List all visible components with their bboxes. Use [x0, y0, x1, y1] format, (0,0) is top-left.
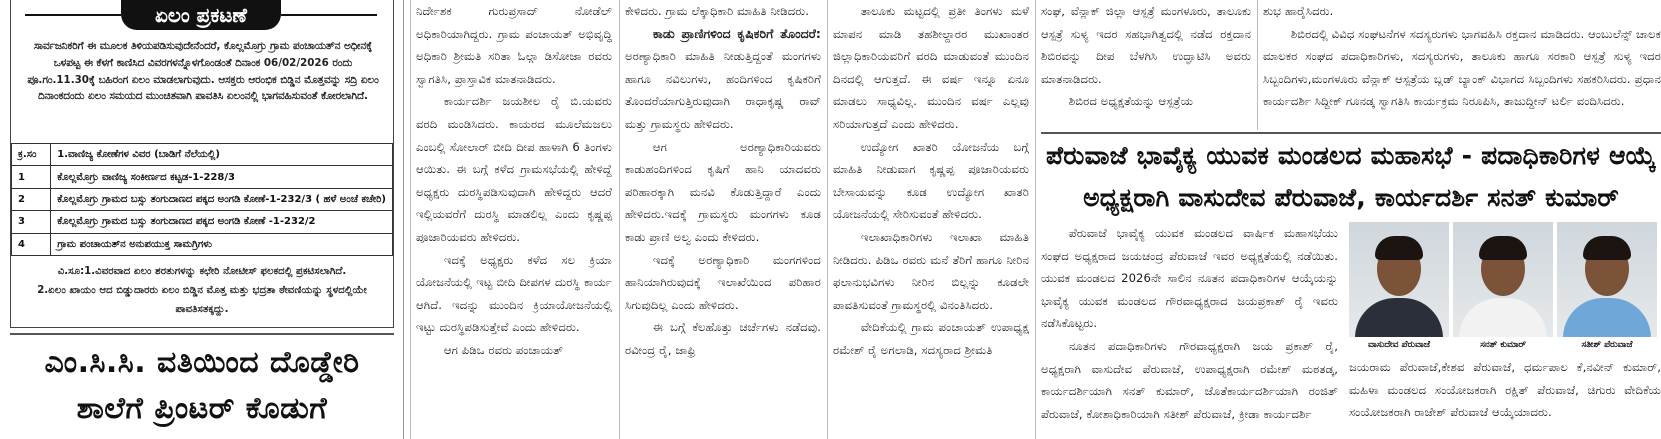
notice-item-cell: 1.ವಾಣಿಜ್ಯ ಕೋಣೆಗಳ ವಿವರ (ಬಾಡಿಗೆ ನೆಲೆಯಲ್ಲಿ) — [51, 144, 393, 166]
paragraph: ನೂತನ ಪದಾಧಿಕಾರಿಗಳು ಗೌರವಾಧ್ಯಕ್ಷರಾಗಿ ಜಯ ಪ್ರಕಾಶ್ ರೈ, ಅಧ್ಯಕ್ಷರಾಗಿ ವಾಸುದೇವ ಪೆರುವಾಜೆ, ಉಪಾಧ್ಯಕ್ಷರಾಗಿ ರಮೇಶ್ ಮಠತಡ್ಕ, ಕಾರ್ಯದರ್ಶಿಯಾಗಿ ಸನತ್ ಕುಮಾರ್, ಜೊತೆಕಾರ್ಯದರ್ಶಿಯಾಗಿ ರಂಜಿತ್ ಪೆರುವಾಜೆ, ಕೋಶಾಧಿಕಾರಿಯಾಗಿ ಸತೀಶ್ ಪೆರುವಾಜೆ, ಕ್ರೀಡಾ ಕಾರ್ಯದರ್ಶಿ — [1041, 338, 1338, 421]
auction-notice-box — [10, 0, 394, 328]
column-rule — [827, 0, 828, 439]
paragraph: ಕಾರ್ಯದರ್ಶಿ ಜಯಶೀಲ ರೈ ಬಿ.ಯವರು ವರದಿ ಮಂಡಿಸಿದರು. ಕಾಯರದ ಮೂಲೆಮಜಲು ಎಂಬಲ್ಲಿ ಸೋಲಾರ್ ಬೀದಿ ದೀಪ ಹಾಳಾಗಿ 6 ತಿಂಗಳು ಆಯಿತು. ಈ ಬಗ್ಗೆ ಕಳೆದ ಗ್ರಾಮಸಭೆಯಲ್ಲಿ ಹೇಳಿದ್ದೆ ಅಧ್ಯಕ್ಷರು ದುರಸ್ಥಿಪಡಿಸುವುದಾಗಿ ಹೇಳಿದ್ದರು ಆದರೆ ಇಲ್ಲಿಯವರೆಗೆ ದುರಸ್ಥಿ ಮಾಡಲಿಲ್ಲ ಎಂದು ಕೃಷ್ಣಪ್ಪ ಪೂಜಾರಿಯವರು ಹೇಳಿದರು. — [416, 94, 612, 244]
portrait-photo — [1557, 222, 1657, 337]
section-divider — [10, 333, 394, 335]
photo-caption: ವಾಸುದೇವ ಪೆರುವಾಜೆ — [1368, 340, 1430, 350]
notice-footer-note-2: 2.ಏಲಂ ಖಾಯಂ ಆದ ಬಿಡ್ಡುದಾರರು ಏಲಂ ಬಿಡ್ಡಿನ ಮೊತ್ತ ಮತ್ತು ಭದ್ರತಾ ಠೇವಣಿಯನ್ನು ಸ್ಥಳದಲ್ಲಿಯೇ ಪಾವತಿಸತಕ್ಕದ್ದು. — [37, 285, 367, 315]
blood-donation-column-1 — [1041, 0, 1251, 130]
blood-donation-column-2 — [1263, 0, 1661, 130]
paragraph: ಪೆರುವಾಜೆ ಭಾವೈಕ್ಯ ಯುವಕ ಮಂಡಲದ ವಾರ್ಷಿಕ ಮಹಾಸಭೆಯು ಸಂಘದ ಅಧ್ಯಕ್ಷರಾದ ಜಯಚಂದ್ರ ಪೆರುವಾಜೆ ಇವರ ಅಧ್ಯಕ್ಷತೆಯಲ್ಲಿ ನಡೆಯಿತು. ಯುವಕ ಮಂಡಲದ 2026ನೇ ಸಾಲಿನ ನೂತನ ಪದಾಧಿಕಾರಿಗಳ ಆಯ್ಕೆಯನ್ನು ಭಾವೈಕ್ಯ ಯುವಕ ಮಂಡಲದ ಗೌರವಾಧ್ಯಕ್ಷರಾದ ಜಯಪ್ರಕಾಶ್ ರೈ ಇವರು ನಡೆಸಿಕೊಟ್ಟರು. — [1041, 226, 1338, 331]
column-rule — [1035, 0, 1036, 439]
notice-item-cell: ಕೊಲ್ಲಮೊಗ್ರು ವಾಣಿಜ್ಯ ಸಂಕೀರ್ಣದ ಕಟ್ಟಡ-1-228/3 — [51, 166, 393, 188]
yuvaka-headline-line-1: ಪೆರುವಾಜೆ ಭಾವೈಕ್ಯ ಯುವಕ ಮಂಡಲದ ಮಹಾಸಭೆ - ಪದಾಧಿಕಾರಿಗಳ ಆಯ್ಕೆ — [1045, 141, 1657, 170]
notice-title: ಏಲಂ ಪ್ರಕಟಣೆ — [121, 0, 281, 30]
section-divider — [1041, 132, 1661, 134]
yuvaka-mandala-headline — [1041, 135, 1661, 219]
paragraph: ವೇದಿಕೆಯಲ್ಲಿ ಗ್ರಾಮ ಪಂಚಾಯತ್ ಉಪಾಧ್ಯಕ್ಷ ರಮೇಶ್ ರೈ ಅಗಲಾಡಿ, ಸದಸ್ಯರಾದ ಶ್ರೀಮತಿ — [833, 320, 1029, 357]
paragraph: ಈ ಬಗ್ಗೆ ಕೆಲಹೊತ್ತು ಚರ್ಚೆಗಳು ನಡೆದವು. ರವೀಂದ್ರ ರೈ, ಜಾಫ್ರಿ — [625, 320, 821, 357]
paragraph: ಶಿಬಿರದಲ್ಲಿ ವಿವಿಧ ಸಂಘಟನೆಗಳ ಸದಸ್ಯರುಗಳು ಭಾಗವಹಿಸಿ ರಕ್ತದಾನ ಮಾಡಿದರು. ಆಂಬುಲೆನ್ಸ್ ಚಾಲಕ ಮಾಲಕರ ಸಂಘದ ಪದಾಧಿಕಾರಿಗಳು, ಸದಸ್ಯರುಗಳು, ತಾಲೂಕು ಹಾಗೂ ಸರಕಾರಿ ಆಸ್ಪತ್ರೆ ಸುಳ್ಯ ಇದರ ಸಿಬ್ಬಂದಿಗಳು,ಮಂಗಳೂರು ವೆನ್ಲಾಕ್ ಆಸ್ಪತ್ರೆಯ ಬ್ಲಡ್ ಬ್ಯಾಂಕ್ ವಿಭಾಗದ ಸಿಬ್ಬಂದಿಗಳು ಸಹಕರಿಸಿದರು. ಪ್ರಧಾನ ಕಾರ್ಯದರ್ಶಿ ಸಿದ್ದೀಕ್ ಗೂನಡ್ಕ ಸ್ವಾಗತಿಸಿ ಕಾರ್ಯಕ್ರಮ ನಿರೂಪಿಸಿ, ತಾಜುದ್ದೀನ್ ಟರ್ಲಿ ವಂದಿಸಿದರು. — [1263, 26, 1661, 109]
paragraph: ನಿರ್ದೇಶಕ ಗುರುಪ್ರಸಾದ್ ನೋಡೆಲ್ ಅಧಿಕಾರಿಯಾಗಿದ್ದರು. ಗ್ರಾಮ ಪಂಚಾಯತ್ ಅಭಿವೃದ್ಧಿ ಅಧಿಕಾರಿ ಶ್ರೀಮತಿ ಸರಿತಾ ಓಲ್ಗಾ ಡಿಸೋಜಾ ರವರು ಸ್ವಾಗತಿಸಿ, ಪ್ರಾಸ್ತಾವಿಕ ಮಾತನಾಡಿದರು. — [416, 4, 612, 86]
printer-donation-headline — [8, 340, 396, 432]
notice-serial-cell: 1 — [12, 166, 51, 188]
notice-item-cell: ಕೊಲ್ಲಮೊಗ್ರು ಗ್ರಾಮದ ಬಸ್ಸು ತಂಗುದಾಣದ ಪಕ್ಕದ ಅಂಗಡಿ ಕೋಣೆ-1-232/3 ( ಹಳೆ ಅಂಚೆ ಕಚೇರಿ) — [51, 188, 393, 210]
photo-caption: ಸನತ್ ಕುಮಾರ್ — [1480, 340, 1526, 350]
yuvaka-article-continued — [1349, 356, 1661, 439]
gram-sabha-column-2 — [625, 0, 821, 439]
notice-table-row — [12, 166, 393, 188]
notice-table-row — [12, 211, 393, 233]
paragraph: ಶಿಬಿರದ ಅಧ್ಯಕ್ಷತೆಯನ್ನು ಆಸ್ಪತ್ರೆಯ — [1068, 94, 1194, 109]
printer-headline-line-1: ಎಂ.ಸಿ.ಸಿ. ವತಿಯಿಂದ ದೊಡ್ಡೇರಿ — [44, 345, 360, 380]
photo-caption: ಸತೀಶ್ ಪೆರುವಾಜೆ — [1581, 340, 1633, 350]
title-rule-right — [281, 14, 377, 16]
notice-serial-cell: 4 — [12, 233, 51, 255]
notice-table-row — [12, 188, 393, 210]
column-rule — [410, 0, 411, 439]
notice-table — [11, 143, 393, 256]
paragraph: ಸಂಘ, ವೆನ್ಲಾಕ್ ಜಿಲ್ಲಾ ಆಸ್ಪತ್ರೆ ಮಂಗಳೂರು, ತಾಲೂಕು ಆಸ್ಪತ್ರೆ ಸುಳ್ಯ ಇದರ ಸಹಭಾಗಿತ್ವದಲ್ಲಿ ನಡೆದ ರಕ್ತದಾನ ಶಿಬಿರವನ್ನು ದೀಪ ಬೆಳಗಿಸಿ ಉದ್ಘಾಟಿಸಿ ಅವರು ಮಾತನಾಡಿದರು. — [1041, 4, 1251, 86]
notice-table-row — [12, 233, 393, 255]
paragraph: ಕೇಳಿದರು. ಗ್ರಾಮ ಲೆಕ್ಕಾಧಿಕಾರಿ ಮಾಹಿತಿ ನೀಡಿದರು. — [625, 4, 809, 18]
yuvaka-article-text — [1041, 222, 1338, 439]
notice-item-cell: ಗ್ರಾಮ ಪಂಚಾಯತ್‌ನ ಅನುಪಯುಕ್ತ ಸಾಮಗ್ರಿಗಳು — [51, 233, 393, 255]
gram-sabha-column-1 — [416, 0, 612, 439]
notice-item-cell: ಕೊಲ್ಲಮೊಗ್ರು ಗ್ರಾಮದ ಬಸ್ಸು ತಂಗುದಾಣದ ಪಕ್ಕದ ಅಂಗಡಿ ಕೋಣೆ -1-232/2 — [51, 211, 393, 233]
portrait-photo — [1453, 222, 1553, 337]
notice-table-row — [12, 144, 393, 166]
subheading-wild-animals: ಕಾಡು ಪ್ರಾಣಿಗಳಿಂದ ಕೃಷಿಕರಿಗೆ ತೊಂದರೆ: — [652, 25, 821, 41]
paragraph-text: ಅರಣ್ಯಾಧಿಕಾರಿ ಮಾಹಿತಿ ನೀಡುತ್ತಿದ್ದಂತೆ ಮಂಗಗಳು ಹಾಗೂ ನವಿಲುಗಳು, ಹಂದಿಗಳಿಂದ ಕೃಷಿಕರಿಗೆ ತೊಂದರೆಯಾಗುತ್ತಿರುವುದಾಗಿ ರಾಧಾಕೃಷ್ಣ ರಾವ್ ಮತ್ತು ಗ್ರಾಮಸ್ಥರು ಹೇಳಿದರು. — [625, 49, 821, 131]
paragraph: ಆಗ ಅರಣ್ಯಾಧಿಕಾರಿಯವರು ಕಾಡುಹಂದಿಗಳಿಂದ ಕೃಷಿಗೆ ಹಾನಿ ಯಾದವರು ಪರಿಹಾರಕ್ಕಾಗಿ ಮನವಿ ಕೊಡುತ್ತಿದ್ದಾರೆ ಎಂದು ಹೇಳಿದರು.ಇದಕ್ಕೆ ಗ್ರಾಮಸ್ಥರು ಮಂಗಗಳು ಕೂಡ ಕಾಡು ಪ್ರಾಣಿ ಅಲ್ವ ಎಂದು ಕೇಳಿದರು. — [625, 139, 821, 244]
printer-headline-line-2: ಶಾಲೆಗೆ ಪ್ರಿಂಟರ್ ಕೊಡುಗೆ — [76, 391, 328, 426]
gram-sabha-column-3 — [833, 0, 1029, 439]
column-rule — [619, 0, 620, 439]
notice-body: ಸಾರ್ವಜನಿಕರಿಗೆ ಈ ಮೂಲಕ ತಿಳಿಯಪಡಿಸುವುದೇನೆಂದರೆ, ಕೊಲ್ಲಮೊಗ್ರು ಗ್ರಾಮ ಪಂಚಾಯತ್‌ನ ಅಧೀನಕ್ಕೆ ಒಳಪಟ್ಟ ಈ ಕೆಳಗೆ ಕಾಣಿಸಿದ ವಿವರಗಳನ್ನೊಳಗೊಂಡಂತೆ ದಿನಾಂಕ 06/02/2026 ರಂದು ಪೂ.ಗಂ.11.30ಕ್ಕೆ ಬಹಿರಂಗ ಏಲಂ ಮಾಡಲಾಗುವುದು. ಆಸಕ್ತರು ಆರಂಭಿಕ ಬಿಡ್ಡಿನ ಮೊತ್ತವನ್ನು ಸದ್ರಿ ಏಲಂ ದಿನಾಂಕದಂದು ಏಲಂ ಸಮಯದ ಮುಂಚಿತವಾಗಿ ಪಾವತಿಸಿ ಏಲಂನಲ್ಲಿ ಭಾಗವಹಿಸುವಂತೆ ಕೋರಲಾಗಿದೆ. — [27, 40, 379, 103]
yuvaka-headline-line-2: ಅಧ್ಯಕ್ಷರಾಗಿ ವಾಸುದೇವ ಪೆರುವಾಜೆ, ಕಾರ್ಯದರ್ಶಿ ಸನತ್ ಕುಮಾರ್ — [1083, 183, 1619, 212]
column-rule — [1257, 0, 1258, 130]
notice-title-bar — [11, 0, 393, 30]
notice-serial-cell: ಕ್ರ.ಸಂ — [12, 144, 51, 166]
auction-notice-column — [0, 0, 404, 439]
paragraph: ಇದಕ್ಕೆ ಅರಣ್ಯಾಧಿಕಾರಿ ಮಂಗಗಳಿಂದ ಹಾನಿಯಾಗಿರುವುದಕ್ಕೆ ಇಲಾಖೆಯಿಂದ ಪರಿಹಾರ ಸಿಗುವುದಿಲ್ಲ ಎಂದು ಹೇಳಿದರು. — [625, 252, 821, 312]
paragraph: ತಾಲೂಕು ಮಟ್ಟದಲ್ಲಿ ಪ್ರತೀ ತಿಂಗಳು ಮಳೆ ಮಾಪನ ಮಾಡಿ ತಹಶೀಲ್ದಾರರ ಮುಖಾಂತರ ಜಿಲ್ಲಾಧಿಕಾರಿಯವರಿಗೆ ವರದಿ ಮಾಡುವಂತೆ ಮುಂದಿನ ದಿನದಲ್ಲಿ ಆಗುತ್ತದೆ. ಈ ವರ್ಷ ಇನ್ನೂ ಏನೂ ಮಾಡಲು ಸಾಧ್ಯವಿಲ್ಲ. ಮುಂದಿನ ವರ್ಷ ಎಲ್ಲವು ಸರಿಯಾಗುತ್ತದೆ ಎಂದು ಹೇಳಿದರು. — [833, 4, 1029, 131]
notice-serial-cell: 2 — [12, 188, 51, 210]
paragraph: ಆಗ ಪಿಡಿಒ ರವರು ಪಂಚಾಯತ್ — [443, 342, 564, 357]
portrait-photo — [1349, 222, 1449, 337]
paragraph: ಜಯರಾಮ ಪೆರುವಾಜೆ,ಕೇಶವ ಪೆರುವಾಜೆ, ಧರ್ಮಪಾಲ ಕೆ,ನವೀನ್ ಕುಮಾರ್, ಮಹಿಳಾ ಮಂಡಲದ ಸಂಯೋಜಕರಾಗಿ ರಕ್ಷಿತ್ ಪೆರುವಾಜೆ, ಚಿಗುರು ವೇದಿಕೆಯ ಸಂಯೋಜಕರಾಗಿ ರಾಜೇಶ್ ಪೆರುವಾಜೆ ಆಯ್ಕೆಯಾದರು. — [1349, 360, 1661, 420]
notice-serial-cell: 3 — [12, 211, 51, 233]
title-rule-left — [25, 14, 121, 16]
paragraph: ಶುಭ ಹಾರೈಸಿದರು. — [1263, 4, 1334, 18]
paragraph: ಇಲಾಖಾಧಿಕಾರಿಗಳು ಇಲಾಖಾ ಮಾಹಿತಿ ನೀಡಿದರು. ಪಿಡಿಒ ರವರು ಮನೆ ತೆರಿಗೆ ಹಾಗೂ ನೀರಿನ ಫಲಾನುಭವಿಗಳು ನೀರಿನ ಬಿಲ್ಲನ್ನು ಕೂಡಲೇ ಪಾವತಿಸುವಂತೆ ಗ್ರಾಮಸ್ಥರಲ್ಲಿ ವಿನಂತಿಸಿದರು. — [833, 229, 1029, 312]
paragraph — [625, 23, 821, 136]
notice-footer-note-1: ವಿ.ಸೂ:1.ವಿವರವಾದ ಏಲಂ ಶರತುಗಳನ್ನು ಕಛೇರಿ ನೋಟೀಸ್ ಫಲಕದಲ್ಲಿ ಪ್ರಕಟಿಸಲಾಗಿದೆ. — [57, 266, 347, 277]
paragraph: ಉದ್ಯೋಗ ಖಾತರಿ ಯೋಜನೆಯ ಬಗ್ಗೆ ಮಾಹಿತಿ ನೀಡುವಾಗ ಕೃಷ್ಣಪ್ಪ ಪೂಜಾರಿಯವರು ಬೇಸಾಯವನ್ನು ಕೂಡ ಉದ್ಯೋಗ ಖಾತರಿ ಯೋಜನೆಯಲ್ಲಿ ಸೇರಿಸುವಂತೆ ಹೇಳಿದರು. — [833, 139, 1029, 222]
office-bearers-photos — [1349, 222, 1661, 358]
paragraph: ಇದಕ್ಕೆ ಅಧ್ಯಕ್ಷರು ಕಳೆದ ಸಲ ಕ್ರಿಯಾ ಯೋಜನೆಯಲ್ಲಿ ಇಟ್ಟ ಬೀದಿ ದೀಪಗಳ ದುರಸ್ಥಿ ಕಾರ್ಯ ಆಗಿದೆ. ಇದನ್ನು ಮುಂದಿನ ಕ್ರಿಯಾಯೋಜನೆಯಲ್ಲಿ ಇಟ್ಟು ದುರಸ್ಥಿಪಡಿಸುತ್ತೇವೆ ಎಂದು ಹೇಳಿದರು. — [416, 252, 612, 335]
notice-footer — [19, 262, 385, 319]
